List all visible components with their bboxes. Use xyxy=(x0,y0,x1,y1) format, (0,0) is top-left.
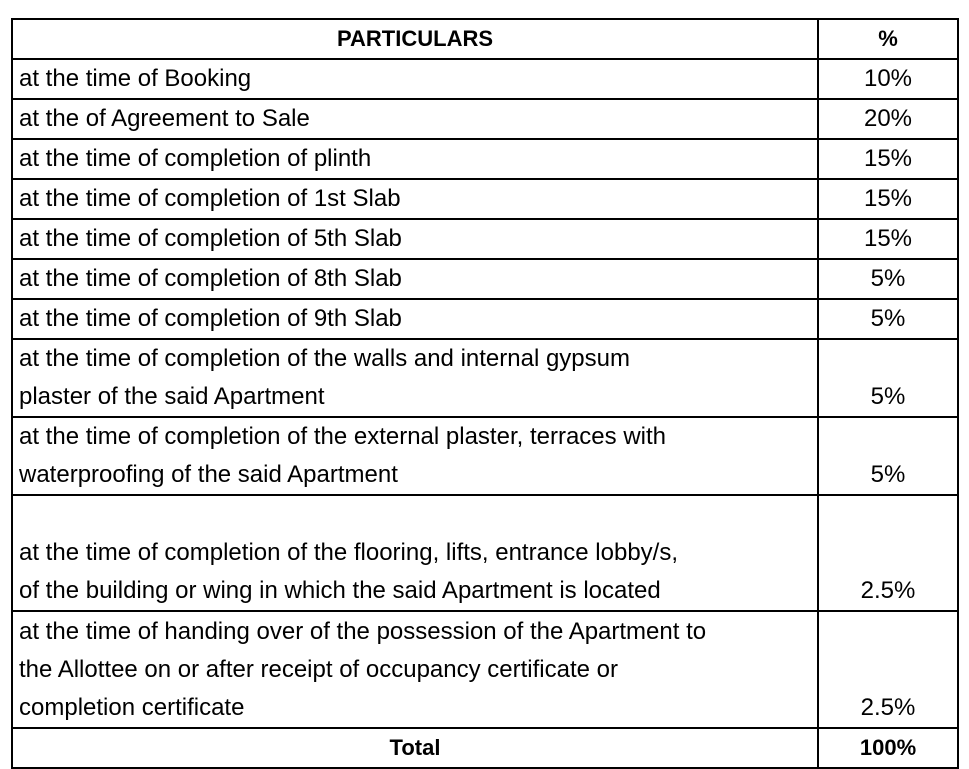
total-label: Total xyxy=(12,728,818,768)
payment-schedule xyxy=(11,18,959,769)
row-percent: 15% xyxy=(818,179,958,219)
row-particular-line: completion certificate xyxy=(19,694,245,721)
row-particular xyxy=(12,417,818,495)
row-particular-line: at the time of completion of the external plaster, terraces with xyxy=(19,423,666,450)
row-particular xyxy=(12,611,818,728)
row-particular-line: plaster of the said Apartment xyxy=(19,383,325,410)
table-row xyxy=(12,259,958,299)
total-percent: 100% xyxy=(818,728,958,768)
row-particular xyxy=(12,219,818,259)
row-particular-line: the Allottee on or after receipt of occupancy certificate or xyxy=(19,656,618,683)
row-particular-line: at the time of completion of 9th Slab xyxy=(19,305,402,332)
row-percent: 5% xyxy=(818,259,958,299)
row-particular xyxy=(12,259,818,299)
row-particular-line: at the time of Booking xyxy=(19,65,252,92)
row-particular-line: at the time of completion of 1st Slab xyxy=(19,185,401,212)
row-particular xyxy=(12,299,818,339)
total-row xyxy=(12,728,958,768)
row-particular xyxy=(12,179,818,219)
row-percent: 2.5% xyxy=(818,495,958,611)
row-particular-line: waterproofing of the said Apartment xyxy=(19,461,398,488)
row-particular-line: at the time of completion of plinth xyxy=(19,145,372,172)
row-percent: 15% xyxy=(818,219,958,259)
row-particular-line: at the time of completion of 5th Slab xyxy=(19,225,402,252)
table-row xyxy=(12,339,958,417)
row-particular-line: at the of Agreement to Sale xyxy=(19,105,310,132)
row-particular xyxy=(12,59,818,99)
row-percent: 5% xyxy=(818,299,958,339)
row-particular-line: at the time of completion of the walls and internal gypsum xyxy=(19,345,630,372)
row-particular xyxy=(12,139,818,179)
row-percent: 5% xyxy=(818,339,958,417)
row-particular-line: at the time of completion of the flooring, lifts, entrance lobby/s, xyxy=(19,539,679,566)
table-row xyxy=(12,179,958,219)
table-row xyxy=(12,495,958,611)
row-percent: 10% xyxy=(818,59,958,99)
header-percent: % xyxy=(818,19,958,59)
row-percent: 2.5% xyxy=(818,611,958,728)
table-row xyxy=(12,299,958,339)
table-row xyxy=(12,417,958,495)
row-particular xyxy=(12,339,818,417)
header-row xyxy=(12,19,958,59)
table-row xyxy=(12,219,958,259)
row-particular-line: at the time of completion of 8th Slab xyxy=(19,265,402,292)
row-particular xyxy=(12,495,818,611)
table-row xyxy=(12,99,958,139)
row-percent: 15% xyxy=(818,139,958,179)
table-row xyxy=(12,139,958,179)
table-row xyxy=(12,611,958,728)
header-particulars: PARTICULARS xyxy=(12,19,818,59)
row-particular-line: of the building or wing in which the said Apartment is located xyxy=(19,577,661,604)
row-percent: 5% xyxy=(818,417,958,495)
row-particular-line: at the time of handing over of the possession of the Apartment to xyxy=(19,618,707,645)
payment-schedule-table xyxy=(11,18,959,769)
table-row xyxy=(12,59,958,99)
row-particular xyxy=(12,99,818,139)
row-percent: 20% xyxy=(818,99,958,139)
